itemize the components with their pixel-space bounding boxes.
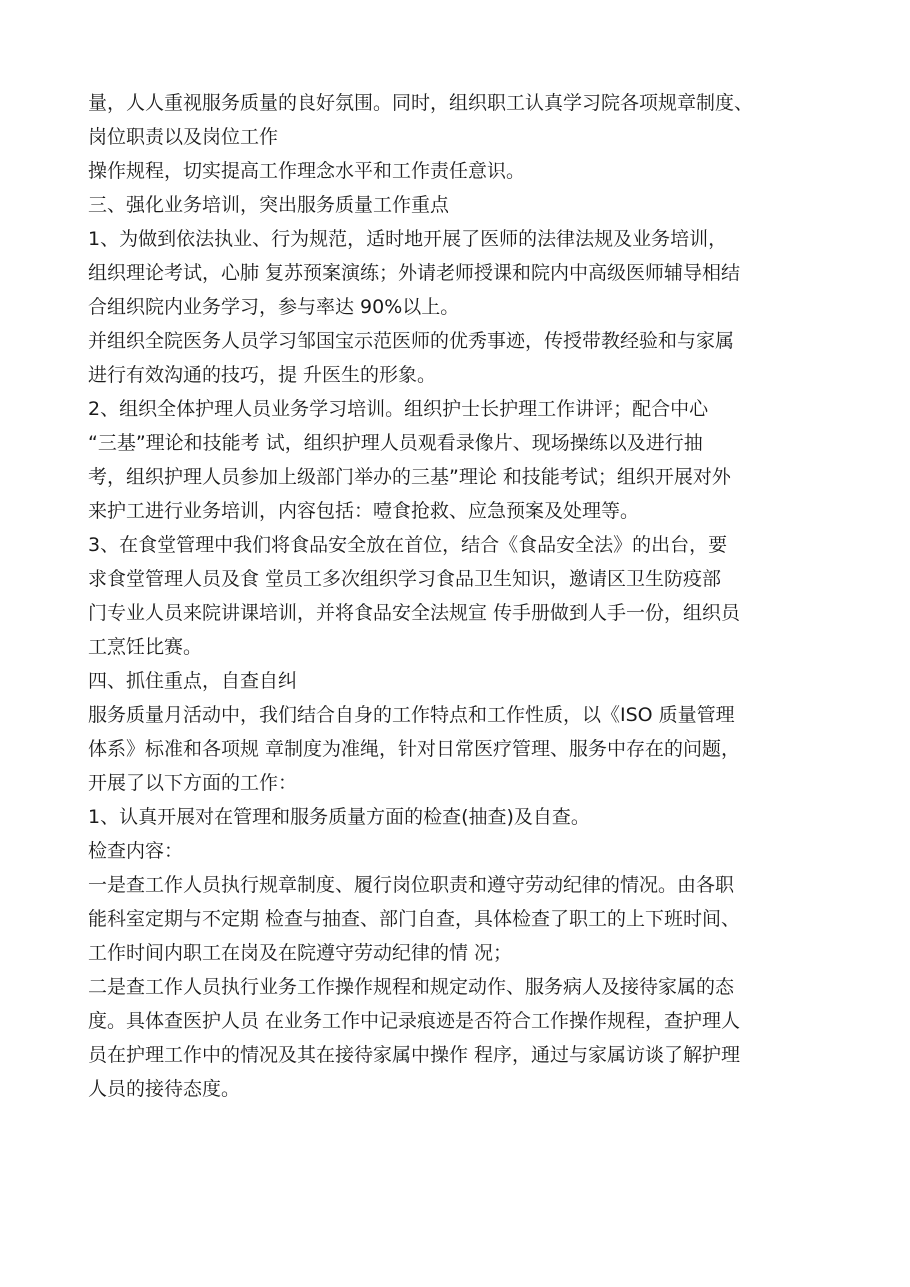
text-line: 求食堂管理人员及食 堂员工多次组织学习食品卫生知识，邀请区卫生防疫部 xyxy=(88,568,722,590)
text-line: 工烹饪比赛。 xyxy=(88,636,203,658)
text-line: 合组织院内业务学习，参与率达 90%以上。 xyxy=(88,296,460,318)
text-line: 进行有效沟通的技巧，提 升医生的形象。 xyxy=(88,364,437,386)
text-line: 开展了以下方面的工作： xyxy=(88,772,298,794)
text-line: 检查内容： xyxy=(88,840,184,862)
text-line: 考，组织护理人员参加上级部门举办的三基”理论 和技能考试；组织开展对外 xyxy=(88,466,731,488)
text-line: 3、在食堂管理中我们将食品安全放在首位，结合《食品安全法》的出台，要 xyxy=(88,534,728,556)
text-line: 岗位职责以及岗位工作 xyxy=(88,126,279,148)
document-body xyxy=(88,86,838,1106)
text-line: 操作规程，切实提高工作理念水平和工作责任意识。 xyxy=(88,160,526,182)
text-line: 来护工进行业务培训，内容包括：噎食抢救、应急预案及处理等。 xyxy=(88,500,640,522)
text-line: 并组织全院医务人员学习邹国宝示范医师的优秀事迹，传授带教经验和与家属 xyxy=(88,330,735,352)
section-heading: 三、强化业务培训，突出服务质量工作重点 xyxy=(88,194,450,216)
text-line: 能科室定期与不定期 检查与抽查、部门自查，具体检查了职工的上下班时间、 xyxy=(88,908,741,930)
section-heading: 四、抓住重点，自查自纠 xyxy=(88,670,298,692)
text-line: 人员的接待态度。 xyxy=(88,1078,241,1100)
text-line: 一是查工作人员执行规章制度、履行岗位职责和遵守劳动纪律的情况。由各职 xyxy=(88,874,735,896)
text-line: 度。具体查医护人员 在业务工作中记录痕迹是否符合工作操作规程，查护理人 xyxy=(88,1010,741,1032)
text-line: 服务质量月活动中，我们结合自身的工作特点和工作性质，以《ISO 质量管理 xyxy=(88,704,735,726)
text-line: 二是查工作人员执行业务工作操作规程和规定动作、服务病人及接待家属的态 xyxy=(88,976,735,998)
text-line: 量，人人重视服务质量的良好氛围。同时，组织职工认真学习院各项规章制度、 xyxy=(88,92,754,114)
text-line: 1、认真开展对在管理和服务质量方面的检查(抽查)及自查。 xyxy=(88,806,590,828)
text-line: “三基”理论和技能考 试，组织护理人员观看录像片、现场操练以及进行抽 xyxy=(88,432,703,454)
text-line: 门专业人员来院讲课培训，并将食品安全法规宣 传手册做到人手一份，组织员 xyxy=(88,602,741,624)
text-line: 工作时间内职工在岗及在院遵守劳动纪律的情 况； xyxy=(88,942,513,964)
text-line: 2、组织全体护理人员业务学习培训。组织护士长护理工作讲评；配合中心 xyxy=(88,398,709,420)
text-line: 体系》标准和各项规 章制度为准绳，针对日常医疗管理、服务中存在的问题， xyxy=(88,738,741,760)
text-line: 1、为做到依法执业、行为规范，适时地开展了医师的法律法规及业务培训， xyxy=(88,228,728,250)
text-line: 组织理论考试，心肺 复苏预案演练；外请老师授课和院内中高级医师辅导相结 xyxy=(88,262,741,284)
text-line: 员在护理工作中的情况及其在接待家属中操作 程序，通过与家属访谈了解护理 xyxy=(88,1044,741,1066)
